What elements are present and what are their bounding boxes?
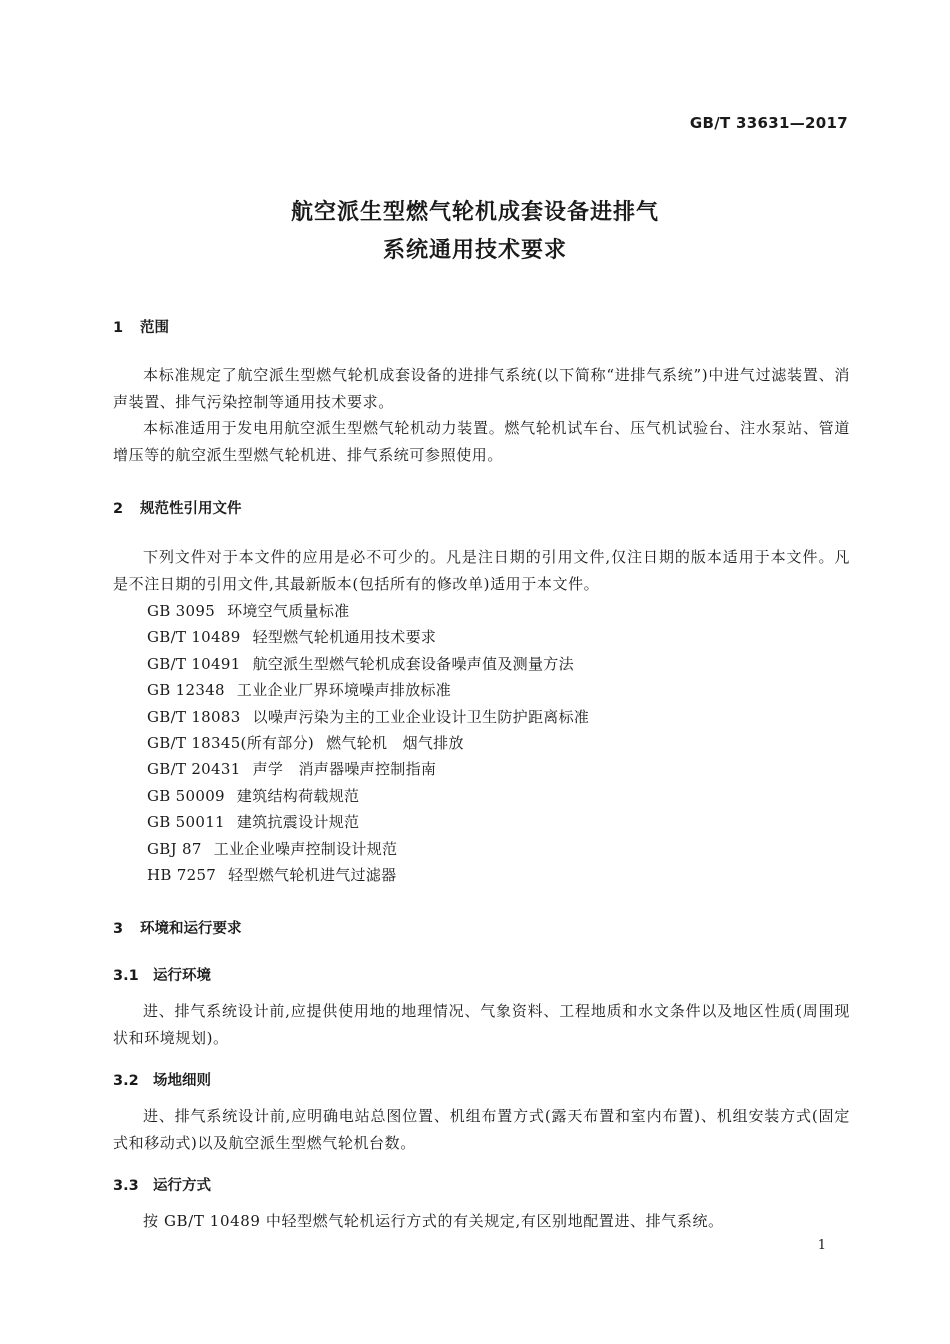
reference-item (147, 730, 589, 756)
subsection-title: 运行环境 (153, 968, 211, 984)
reference-item (147, 809, 589, 835)
section-title: 环境和运行要求 (140, 921, 242, 937)
reference-name: 声学 消声器噪声控制指南 (252, 760, 437, 779)
section-title: 范围 (140, 320, 169, 336)
reference-code: GB 3095 (147, 602, 216, 620)
reference-name: 工业企业厂界环境噪声排放标准 (236, 681, 452, 700)
reference-name: 工业企业噪声控制设计规范 (213, 839, 398, 858)
subsection-title: 运行方式 (153, 1178, 211, 1194)
subsection-3-1-text: 进、排气系统设计前,应提供使用地的地理情况、气象资料、工程地质和水文条件以及地区性质(周围现状和环境规划)。 (113, 1002, 850, 1047)
section-2-intro: 下列文件对于本文件的应用是必不可少的。凡是注日期的引用文件,仅注日期的版本适用于本文件。凡是不注日期的引用文件,其最新版本(包括所有的修改单)适用于本文件。 (113, 548, 850, 593)
page-number: 1 (817, 1238, 826, 1253)
section-number: 3 (113, 921, 124, 937)
reference-item (147, 704, 589, 730)
subsection-title: 场地细则 (153, 1073, 211, 1089)
section-2-heading (113, 497, 242, 518)
reference-code: GB 50011 (147, 813, 225, 832)
reference-name: 轻型燃气轮机进气过滤器 (228, 866, 397, 885)
subsection-3-2-heading (113, 1069, 211, 1090)
normative-reference-list (147, 598, 589, 888)
subsection-3-2-text: 进、排气系统设计前,应明确电站总图位置、机组布置方式(露天布置和室内布置)、机组安装方式(固定式和移动式)以及航空派生型燃气轮机台数。 (113, 1107, 850, 1152)
section-3-heading (113, 917, 242, 938)
subsection-3-3-heading (113, 1174, 211, 1195)
reference-name: 燃气轮机 烟气排放 (326, 734, 464, 753)
reference-code: GB/T 20431 (147, 760, 241, 779)
reference-item (147, 836, 589, 862)
reference-name: 建筑抗震设计规范 (236, 813, 360, 832)
subsection-number: 3.3 (113, 1178, 139, 1194)
reference-item (147, 756, 589, 782)
title-line-1: 航空派生型燃气轮机成套设备进排气 (290, 200, 659, 225)
subsection-number: 3.2 (113, 1073, 139, 1089)
section-1-paragraph-1: 本标准规定了航空派生型燃气轮机成套设备的进排气系统(以下简称“进排气系统”)中进气过滤装置、消声装置、排气污染控制等通用技术要求。 (113, 366, 850, 411)
reference-name: 航空派生型燃气轮机成套设备噪声值及测量方法 (252, 654, 574, 673)
subsection-number: 3.1 (113, 968, 139, 984)
reference-code: GB/T 18345(所有部分) (147, 734, 315, 753)
section-number: 2 (113, 501, 124, 517)
reference-code: GB 12348 (147, 681, 225, 700)
subsection-3-3-text: 按 GB/T 10489 中轻型燃气轮机运行方式的有关规定,有区别地配置进、排气系统。 (143, 1212, 724, 1230)
reference-item (147, 783, 589, 809)
reference-item (147, 651, 589, 677)
reference-item (147, 677, 589, 703)
reference-code: GBJ 87 (147, 839, 202, 858)
reference-item (147, 598, 589, 624)
subsection-3-1-heading (113, 964, 211, 985)
title-line-2: 系统通用技术要求 (382, 238, 567, 263)
standard-code: GB/T 33631—2017 (689, 114, 848, 132)
reference-name: 轻型燃气轮机通用技术要求 (252, 628, 437, 647)
reference-code: GB/T 10489 (147, 628, 241, 647)
reference-item (147, 862, 589, 888)
reference-code: GB/T 10491 (147, 654, 241, 673)
reference-name: 以噪声污染为主的工业企业设计卫生防护距离标准 (252, 707, 590, 726)
section-title: 规范性引用文件 (140, 501, 242, 517)
reference-name: 建筑结构荷载规范 (236, 786, 360, 805)
section-number: 1 (113, 320, 124, 336)
reference-code: GB 50009 (147, 786, 225, 805)
document-title (0, 194, 950, 270)
reference-code: GB/T 18083 (147, 707, 241, 726)
reference-code: HB 7257 (147, 866, 217, 885)
section-1-heading (113, 316, 169, 337)
section-1-paragraph-2: 本标准适用于发电用航空派生型燃气轮机动力装置。燃气轮机试车台、压气机试验台、注水泵站、管道增压等的航空派生型燃气轮机进、排气系统可参照使用。 (113, 419, 850, 464)
reference-item (147, 624, 589, 650)
reference-name: 环境空气质量标准 (227, 602, 350, 620)
